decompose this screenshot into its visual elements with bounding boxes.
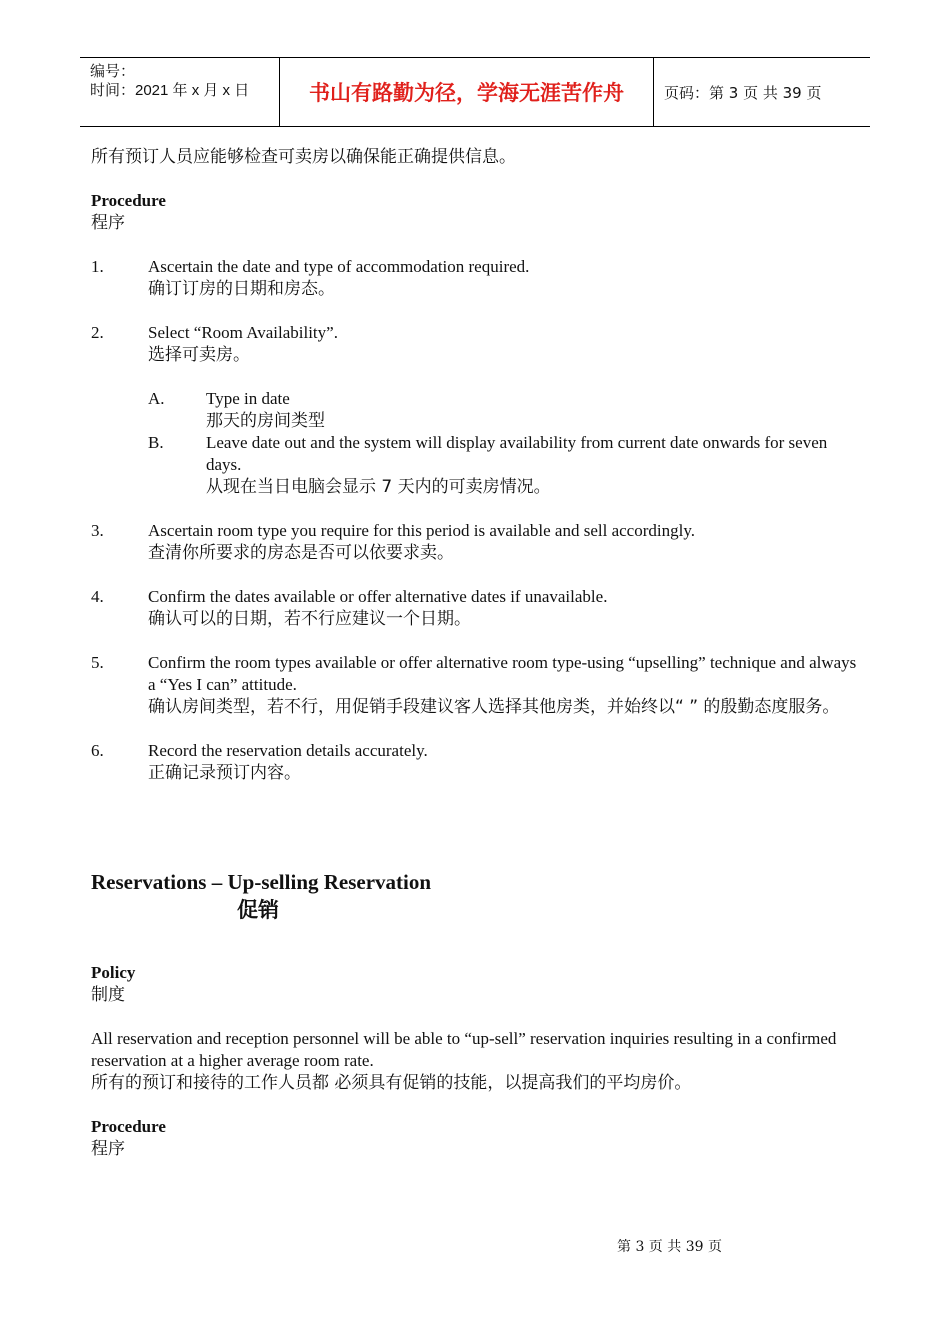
list-item	[91, 520, 861, 564]
substep-text-zh: 从现在当日电脑会显示 7 天内的可卖房情况。	[206, 477, 551, 497]
step-text-zh: 查清你所要求的房态是否可以依要求卖。	[148, 543, 454, 563]
procedure-heading-zh: 程序	[91, 213, 125, 233]
list-item	[91, 740, 861, 784]
step-text-zh: 确认可以的日期，若不行应建议一个日期。	[148, 609, 471, 629]
policy-heading-zh: 制度	[91, 985, 125, 1005]
list-item	[91, 432, 861, 498]
header-page-label: 页码：第 3 页 共 39 页	[664, 83, 822, 102]
step-number: 4.	[91, 587, 104, 606]
section-title: Reservations – Up-selling Reservation	[91, 870, 432, 894]
header-meta	[80, 58, 280, 126]
step-text: Confirm the room types available or offer alternative room type-using “upselling” technique and always a “Yes I can” attitude.	[148, 653, 857, 694]
policy-heading: Policy	[91, 963, 136, 982]
policy-text-zh: 所有的预订和接待的工作人员都 必须具有促销的技能，以提高我们的平均房价。	[91, 1073, 692, 1093]
substep-letter: B.	[148, 433, 164, 452]
list-item	[91, 256, 861, 300]
step-number: 6.	[91, 741, 104, 760]
step-text: Select “Room Availability”.	[148, 323, 338, 342]
page-footer: 第 3 页 共 39 页	[617, 1239, 722, 1255]
step-text-zh: 确订订房的日期和房态。	[148, 279, 335, 299]
procedure-heading: Procedure	[91, 1117, 166, 1136]
policy-text: All reservation and reception personnel will be able to “up-sell” reservation inquiries resulting in a confirmed reservation at a higher average room rate.	[91, 1029, 837, 1070]
substep-text-zh: 那天的房间类型	[206, 411, 325, 431]
step-number: 2.	[91, 323, 104, 342]
list-item	[91, 388, 861, 432]
document-body	[91, 146, 861, 1160]
header-motto: 书山有路勤为径，学海无涯苦作舟	[280, 58, 654, 126]
list-item	[91, 586, 861, 630]
list-item	[91, 652, 861, 718]
doc-number-label: 编号：	[90, 63, 136, 80]
step-number: 3.	[91, 521, 104, 540]
substep-text: Leave date out and the system will display availability from current date onwards for seven days.	[206, 433, 828, 474]
step-text: Confirm the dates available or offer alternative dates if unavailable.	[148, 587, 608, 606]
step-number: 5.	[91, 653, 104, 672]
procedure-heading: Procedure	[91, 191, 166, 210]
step-text: Record the reservation details accurately.	[148, 741, 428, 760]
page-header	[80, 57, 870, 127]
step-text-zh: 选择可卖房。	[148, 345, 250, 365]
intro-text: 所有预订人员应能够检查可卖房以确保能正确提供信息。	[91, 147, 516, 167]
substep-letter: A.	[148, 389, 165, 408]
substep-text: Type in date	[206, 389, 290, 408]
section-title-zh: 促销	[237, 898, 279, 922]
doc-time-label: 时间：2021 年 x 月 x 日	[90, 82, 250, 99]
step-number: 1.	[91, 257, 104, 276]
step-text: Ascertain the date and type of accommodation required.	[148, 257, 530, 276]
list-item	[91, 322, 861, 366]
step-text-zh: 确认房间类型，若不行，用促销手段建议客人选择其他房类，并始终以“ ” 的殷勤态度服务。	[148, 697, 840, 717]
step-text: Ascertain room type you require for this period is available and sell accordingly.	[148, 521, 695, 540]
procedure-heading-zh: 程序	[91, 1139, 125, 1159]
step-text-zh: 正确记录预订内容。	[148, 763, 301, 783]
